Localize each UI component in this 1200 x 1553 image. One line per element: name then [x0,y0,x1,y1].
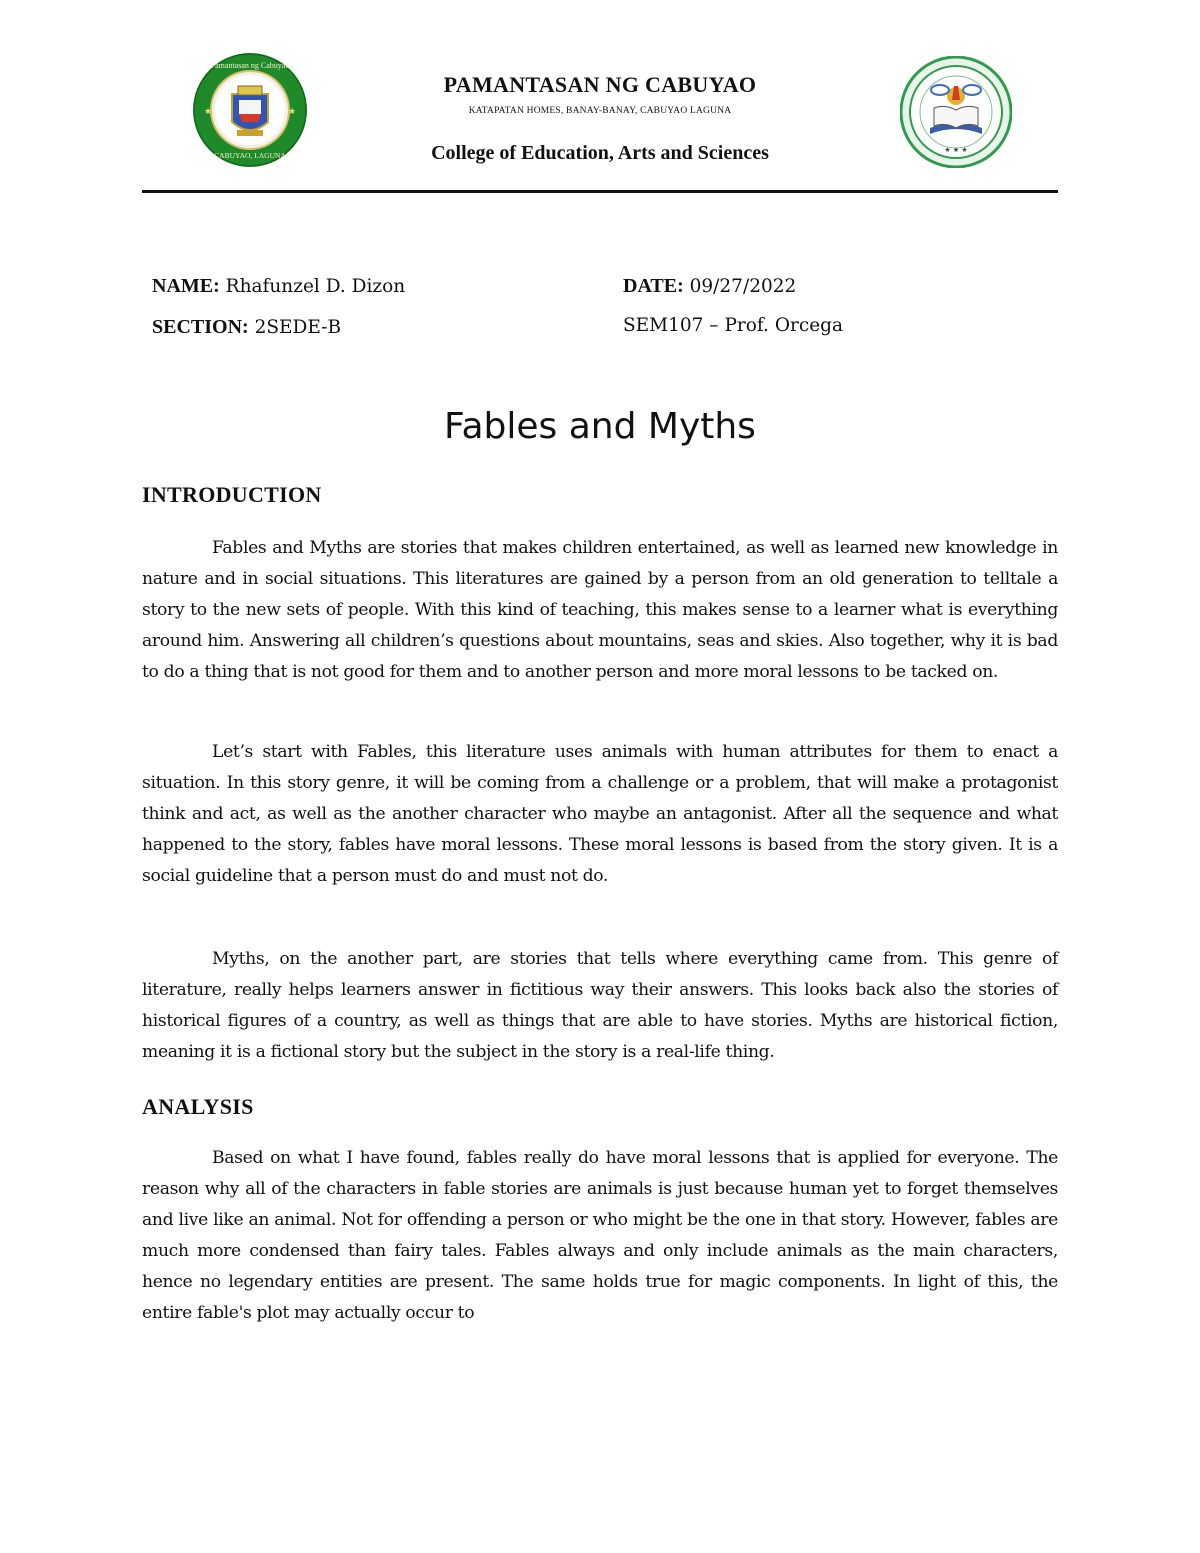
section-value: 2SEDE-B [254,317,342,338]
name-value: Rhafunzel D. Dizon [225,276,406,297]
document-title: Fables and Myths [444,406,756,447]
introduction-paragraph-1: Fables and Myths are stories that makes children entertained, as well as learned new knowledge in nature and in social situations. This literatures are gained by a person from an old generation to telltale a story to the new sets of people. With this kind of teaching, this makes sense to a learner what is everything around him. Answering all children’s questions about mountains, seas and skies. Also together, why it is bad to do a thing that is not good for them and to another person and more moral lessons to be tacked on. [142,538,1058,682]
date-field [623,276,796,297]
date-value: 09/27/2022 [689,276,797,297]
college-seal-icon [900,56,1012,168]
introduction-paragraph-2: Let’s start with Fables, this literature uses animals with human attributes for them to enact a situation. In this story genre, it will be coming from a challenge or a problem, that will make a protagonist think and act, as well as the another character who maybe an antagonist. After all the sequence and what happened to the story, fables have moral lessons. These moral lessons is based from the story given. It is a social guideline that a person must do and must not do. [142,742,1058,886]
university-seal-icon [192,52,308,168]
university-address: KATAPATAN HOMES, BANAY-BANAY, CABUYAO LAGUNA [468,106,732,116]
analysis-paragraph-1: Based on what I have found, fables really do have moral lessons that is applied for everyone. The reason why all of the characters in fable stories are animals is just because human yet to forget themselves and live like an animal. Not for offending a person or who might be the one in that story. However, fables are much more condensed than fairy tales. Fables always and only include animals as the main characters, hence no legendary entities are present. The same holds true for magic components. In light of this, the entire fable's plot may actually occur to [142,1148,1058,1323]
college-name: College of Education, Arts and Sciences [431,142,769,164]
date-label: DATE: [623,275,684,297]
section-field [152,317,341,338]
svg-text:★: ★ [204,107,213,117]
course-value: SEM107 – Prof. Orcega [623,315,844,336]
university-name: PAMANTASAN NG CABUYAO [443,72,757,97]
name-field [152,276,405,297]
svg-text:Pamantasan ng Cabuyao: Pamantasan ng Cabuyao [210,61,290,70]
svg-text:★: ★ [288,107,297,117]
header-divider [142,190,1058,193]
section-label: SECTION: [152,316,249,338]
introduction-paragraph-3: Myths, on the another part, are stories that tells where everything came from. This genre of literature, really helps learners answer in fictitious way their answers. This looks back also the stories of historical figures of a country, as well as things that are able to have stories. Myths are historical fiction, meaning it is a fictional story but the subject in the story is a real-life thing. [142,949,1058,1062]
introduction-heading: INTRODUCTION [142,482,322,507]
course-field [623,317,843,336]
svg-text:CABUYAO, LAGUNA: CABUYAO, LAGUNA [214,151,286,160]
svg-text:★ ★ ★: ★ ★ ★ [944,146,968,154]
name-label: NAME: [152,275,220,297]
analysis-heading: ANALYSIS [142,1094,254,1119]
